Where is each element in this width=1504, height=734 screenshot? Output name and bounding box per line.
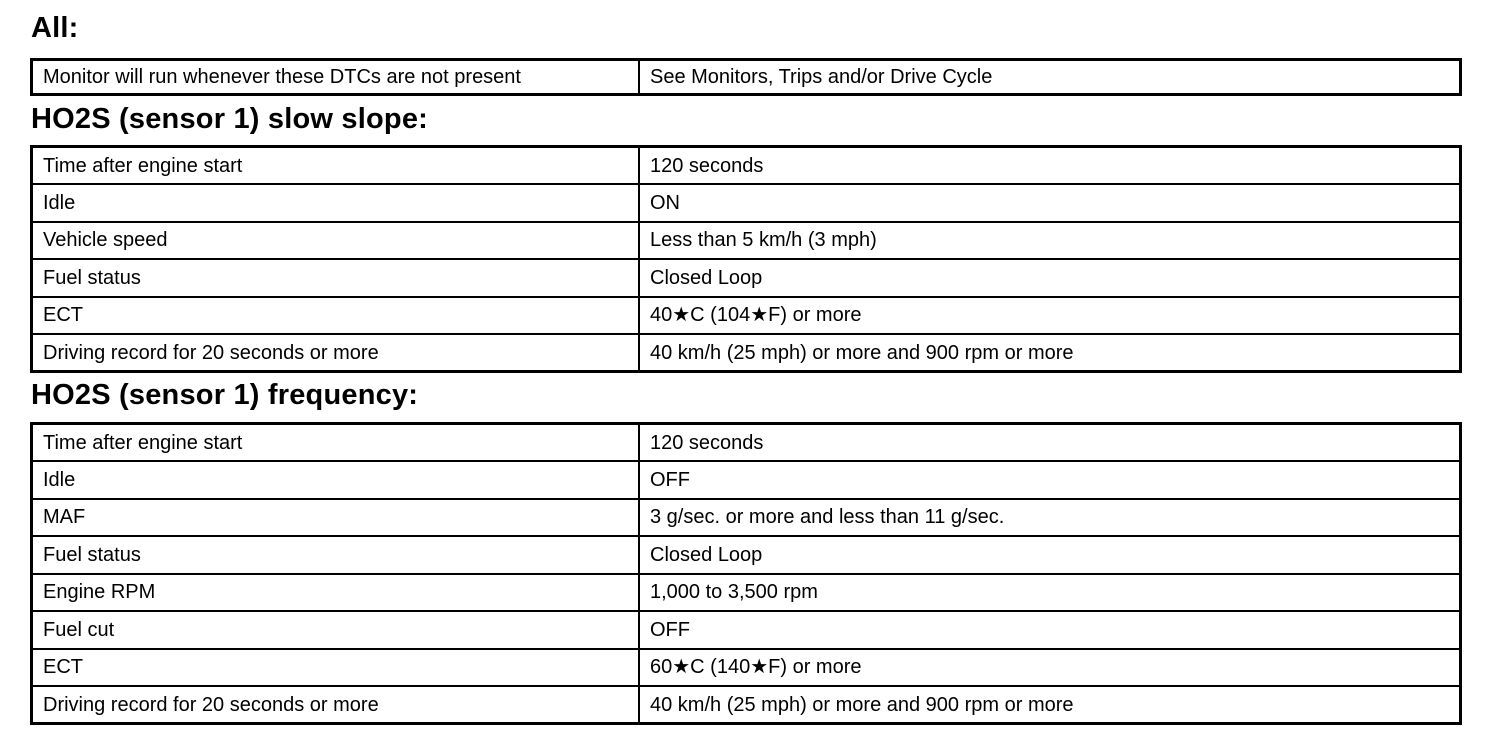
table-row (32, 536, 1461, 574)
value-cell: Closed Loop (639, 536, 1461, 574)
all-conditions-table (30, 58, 1462, 96)
condition-cell: Idle (32, 461, 640, 499)
value-cell: ON (639, 184, 1461, 222)
condition-cell: Driving record for 20 seconds or more (32, 334, 640, 372)
condition-cell: Fuel status (32, 536, 640, 574)
value-cell: Less than 5 km/h (3 mph) (639, 222, 1461, 260)
table-row (32, 60, 1461, 95)
value-cell: OFF (639, 611, 1461, 649)
condition-cell: Idle (32, 184, 640, 222)
condition-cell: Time after engine start (32, 147, 640, 185)
section-heading-frequency: HO2S (sensor 1) frequency: (31, 379, 419, 411)
value-cell: 120 seconds (639, 424, 1461, 462)
condition-cell: Time after engine start (32, 424, 640, 462)
condition-cell: Engine RPM (32, 574, 640, 612)
value-cell: 3 g/sec. or more and less than 11 g/sec. (639, 499, 1461, 537)
condition-cell: MAF (32, 499, 640, 537)
table-row (32, 297, 1461, 335)
table-row (32, 334, 1461, 372)
value-cell: 40 km/h (25 mph) or more and 900 rpm or more (639, 334, 1461, 372)
value-cell: 120 seconds (639, 147, 1461, 185)
section-heading-slow-slope: HO2S (sensor 1) slow slope: (31, 103, 428, 135)
table-row (32, 424, 1461, 462)
value-cell: OFF (639, 461, 1461, 499)
value-cell: 40★C (104★F) or more (639, 297, 1461, 335)
table-row (32, 461, 1461, 499)
table-row (32, 686, 1461, 724)
condition-cell: Fuel cut (32, 611, 640, 649)
table-row (32, 611, 1461, 649)
condition-cell: Driving record for 20 seconds or more (32, 686, 640, 724)
condition-cell: Fuel status (32, 259, 640, 297)
condition-cell: Monitor will run whenever these DTCs are not present (32, 60, 640, 95)
table-row (32, 649, 1461, 687)
condition-cell: Vehicle speed (32, 222, 640, 260)
table-row (32, 222, 1461, 260)
condition-cell: ECT (32, 297, 640, 335)
section-heading-all: All: (31, 12, 79, 44)
slow-slope-conditions-table (30, 145, 1462, 373)
condition-cell: ECT (32, 649, 640, 687)
table-row (32, 184, 1461, 222)
table-row (32, 574, 1461, 612)
table-row (32, 259, 1461, 297)
table-row (32, 147, 1461, 185)
value-cell: 40 km/h (25 mph) or more and 900 rpm or more (639, 686, 1461, 724)
value-cell: 1,000 to 3,500 rpm (639, 574, 1461, 612)
value-cell: See Monitors, Trips and/or Drive Cycle (639, 60, 1461, 95)
value-cell: 60★C (140★F) or more (639, 649, 1461, 687)
value-cell: Closed Loop (639, 259, 1461, 297)
frequency-conditions-table (30, 422, 1462, 725)
table-row (32, 499, 1461, 537)
